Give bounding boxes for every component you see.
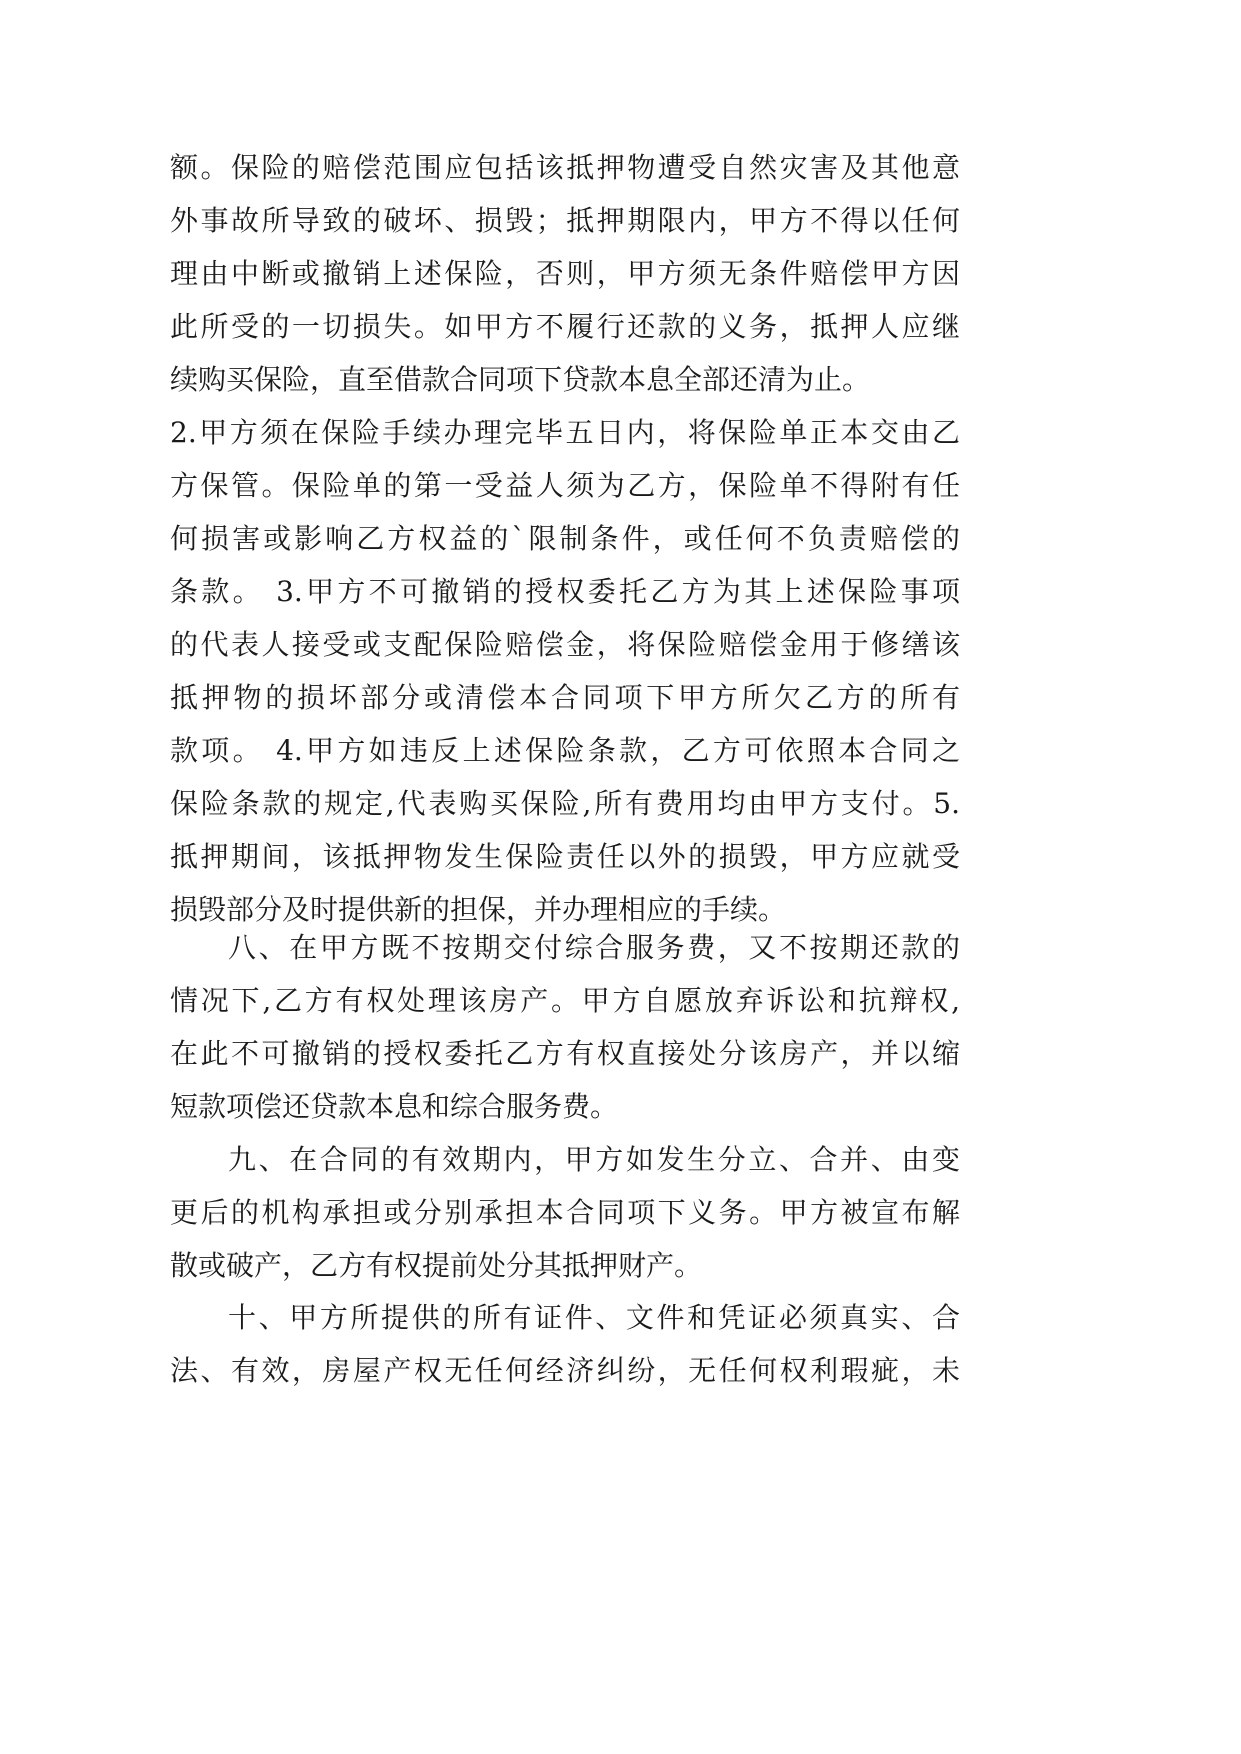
paragraph-line: 额。保险的赔偿范围应包括该抵押物遭受自然灾害及其他意 <box>170 151 960 184</box>
paragraph-line: 款项。 4.甲方如违反上述保险条款，乙方可依照本合同之 <box>170 734 960 767</box>
paragraph-line: 抵押物的损坏部分或清偿本合同项下甲方所欠乙方的所有 <box>170 681 960 714</box>
paragraph-line: 损毁部分及时提供新的担保，并办理相应的手续。 <box>170 893 787 926</box>
paragraph-line: 八、在甲方既不按期交付综合服务费，又不按期还款的 <box>228 931 960 964</box>
paragraph-line: 短款项偿还贷款本息和综合服务费。 <box>170 1090 619 1123</box>
paragraph-line: 法、有效，房屋产权无任何经济纠纷，无任何权利瑕疵，未 <box>170 1354 960 1387</box>
paragraph-clause-eight <box>170 921 960 1133</box>
paragraph-line: 方保管。保险单的第一受益人须为乙方，保险单不得附有任 <box>170 469 960 502</box>
paragraph-line: 条款。 3.甲方不可撤销的授权委托乙方为其上述保险事项 <box>170 575 960 608</box>
paragraph-line: 外事故所导致的破坏、损毁；抵押期限内，甲方不得以任何 <box>170 204 960 237</box>
paragraph-line: 此所受的一切损失。如甲方不履行还款的义务，抵押人应继 <box>170 310 960 343</box>
paragraph-line: 抵押期间，该抵押物发生保险责任以外的损毁，甲方应就受 <box>170 840 960 873</box>
paragraph-line: 2.甲方须在保险手续办理完毕五日内，将保险单正本交由乙 <box>170 416 960 449</box>
paragraph-line: 在此不可撤销的授权委托乙方有权直接处分该房产，并以缩 <box>170 1037 960 1070</box>
paragraph-insurance-clauses <box>170 141 960 936</box>
paragraph-line: 九、在合同的有效期内，甲方如发生分立、合并、由变 <box>228 1143 960 1176</box>
paragraph-line: 更后的机构承担或分别承担本合同项下义务。甲方被宣布解 <box>170 1196 960 1229</box>
paragraph-line: 情况下,乙方有权处理该房产。甲方自愿放弃诉讼和抗辩权, <box>170 984 960 1017</box>
paragraph-line: 何损害或影响乙方权益的`限制条件，或任何不负责赔偿的 <box>170 522 960 555</box>
paragraph-line: 的代表人接受或支配保险赔偿金，将保险赔偿金用于修缮该 <box>170 628 960 661</box>
paragraph-clause-nine <box>170 1133 960 1292</box>
paragraph-line: 散或破产，乙方有权提前处分其抵押财产。 <box>170 1249 703 1282</box>
paragraph-clause-ten <box>170 1291 960 1397</box>
paragraph-line: 保险条款的规定,代表购买保险,所有费用均由甲方支付。5. <box>170 787 960 820</box>
paragraph-line: 理由中断或撤销上述保险，否则，甲方须无条件赔偿甲方因 <box>170 257 960 290</box>
paragraph-line: 续购买保险，直至借款合同项下贷款本息全部还清为止。 <box>170 363 871 396</box>
paragraph-line: 十、甲方所提供的所有证件、文件和凭证必须真实、合 <box>228 1301 960 1334</box>
